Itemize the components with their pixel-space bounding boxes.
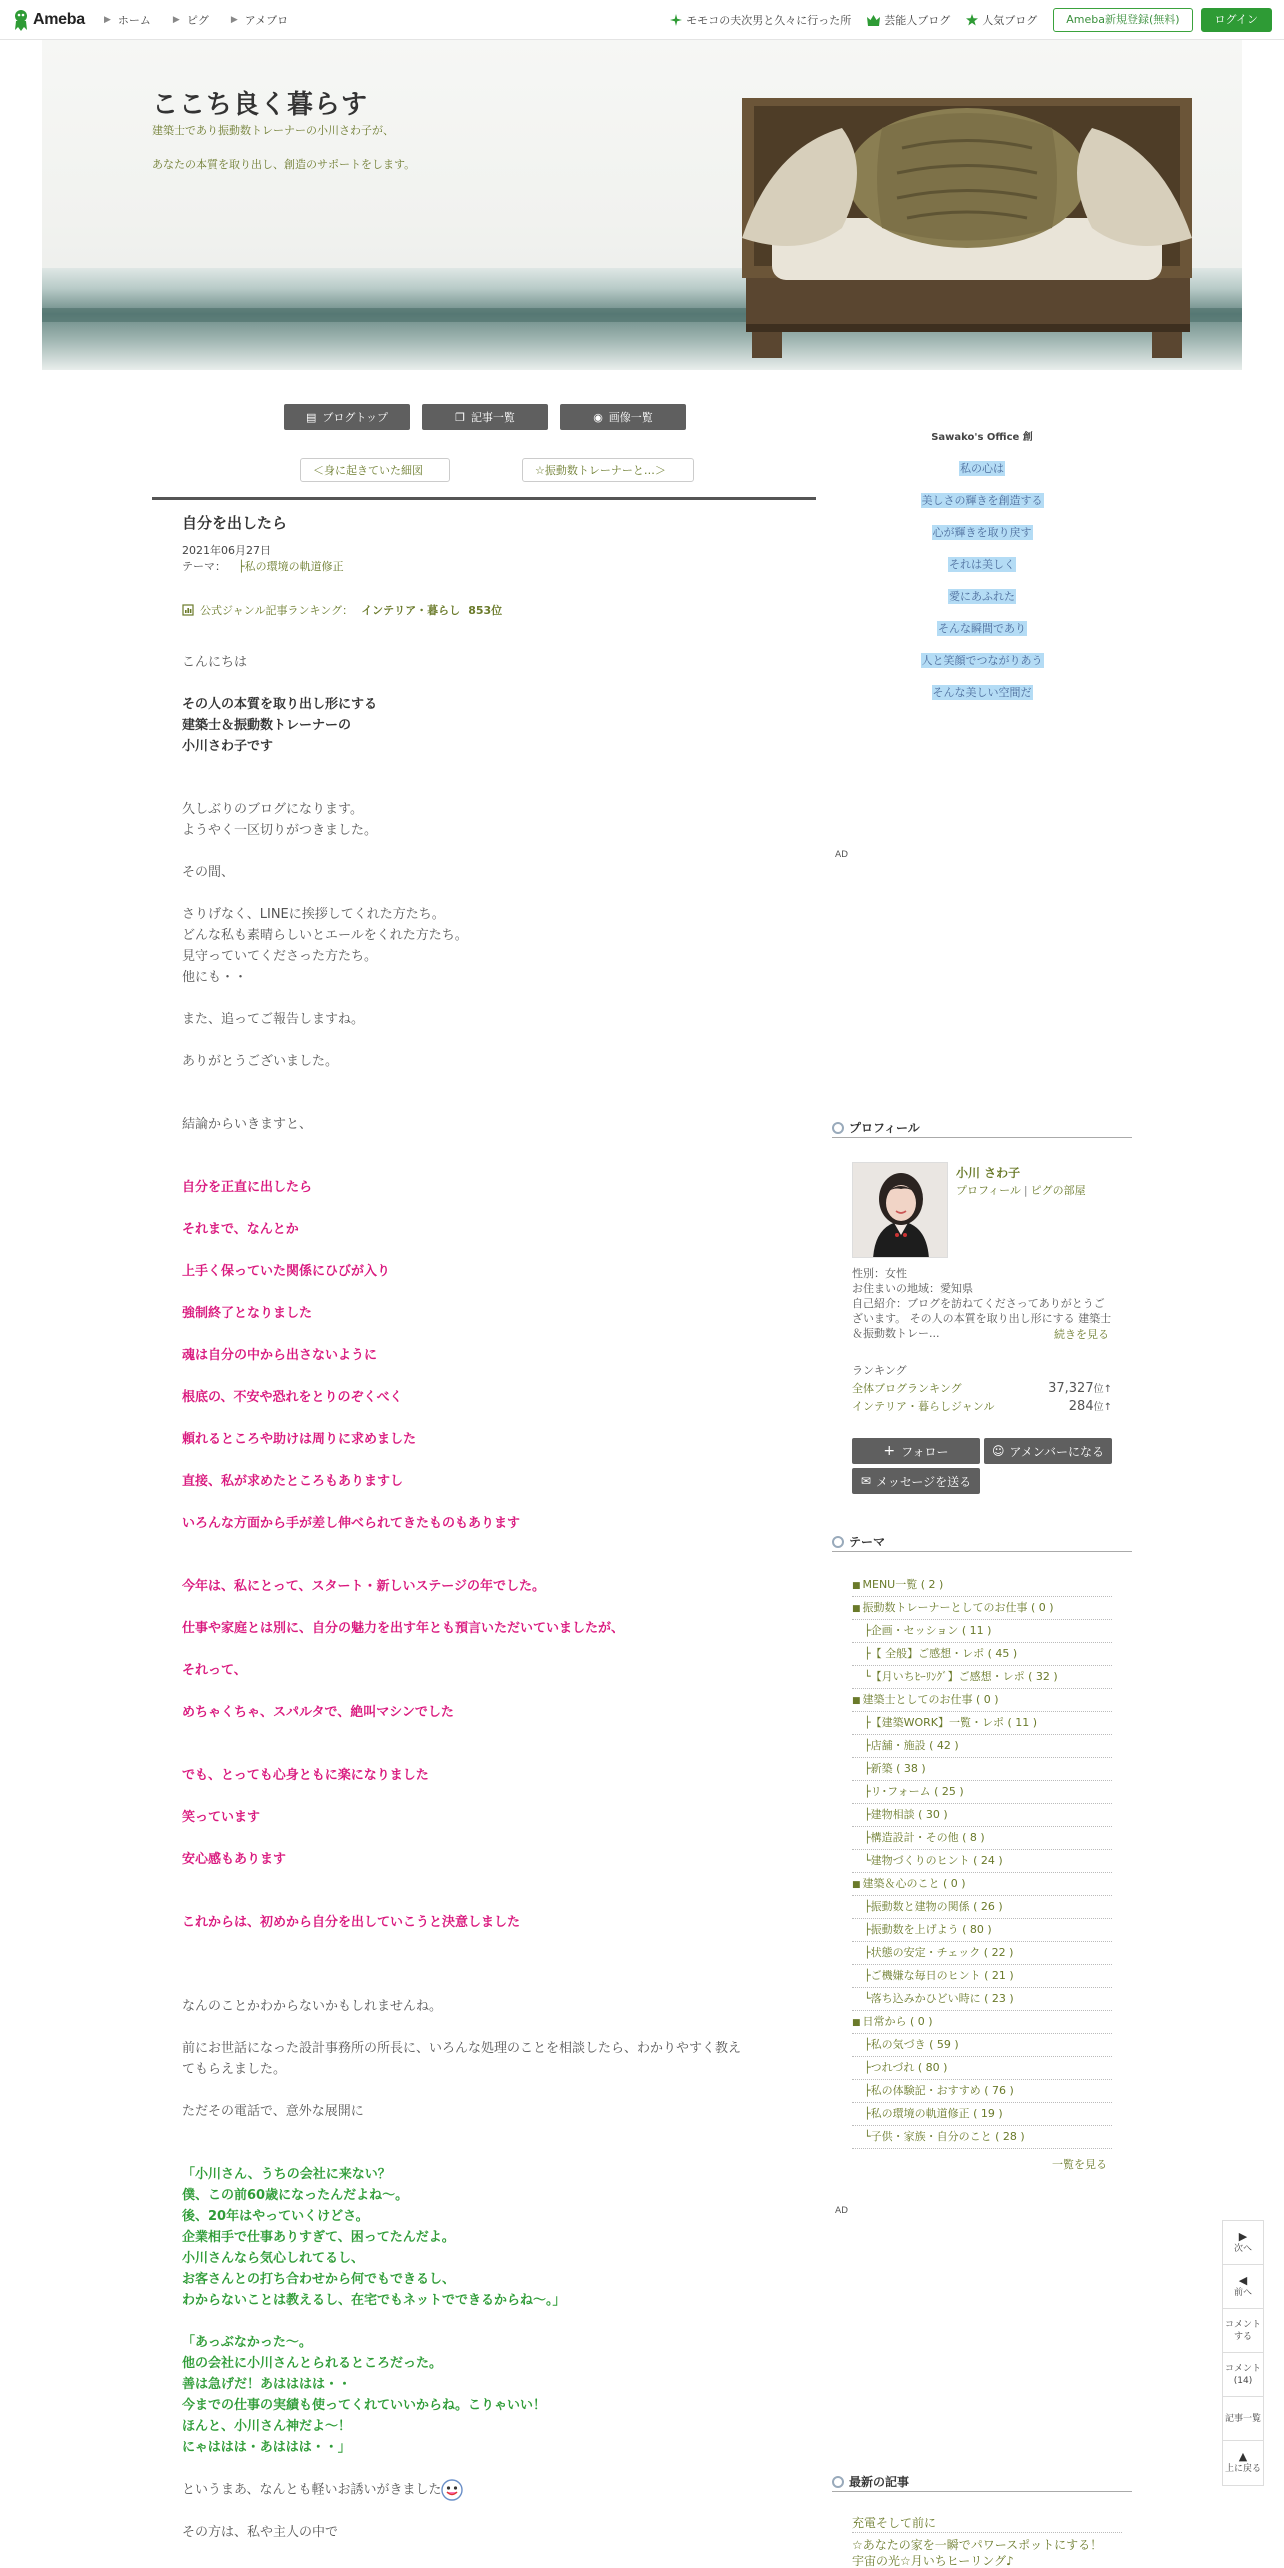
amember-button[interactable] bbox=[984, 1438, 1112, 1464]
theme-item[interactable]: ├つれづれ ( 80 ) bbox=[852, 2057, 1112, 2080]
document-icon: ▤ bbox=[305, 410, 317, 424]
emphasis-text: 上手く保っていた関係にひびが入り bbox=[182, 1264, 391, 1279]
quote-text: 「小川さん、うちの会社に来ない？ bbox=[182, 2167, 391, 2182]
theme-item[interactable]: ■ 建築士としてのお仕事 ( 0 ) bbox=[852, 1689, 1112, 1712]
theme-item[interactable]: ├【建築WORK】一覧・レポ ( 11 ) bbox=[852, 1712, 1112, 1735]
emphasis-text: 根底の、不安や恐れをとりのぞくべく bbox=[182, 1390, 403, 1405]
highlight-span: それは美しく bbox=[949, 558, 1015, 571]
highlight-span: そんな美しい空間だ bbox=[932, 686, 1032, 699]
celebrity-blog-link[interactable] bbox=[867, 12, 950, 28]
highlight-span: 愛にあふれた bbox=[949, 590, 1015, 603]
profile-intro: 自己紹介：ブログを訪ねてくださってありがとうご bbox=[852, 1297, 1105, 1310]
quote-text: 小川さんなら気心しれてるし、 bbox=[182, 2251, 365, 2266]
highlight-span: 心が輝きを取り戻す bbox=[932, 526, 1032, 539]
emphasis-text: それって、 bbox=[182, 1663, 247, 1678]
theme-item[interactable]: ├構造設計・その他 ( 8 ) bbox=[852, 1827, 1112, 1850]
plus-icon: + bbox=[883, 1443, 896, 1459]
theme-see-all-link[interactable]: 一覧を見る bbox=[1052, 2158, 1107, 2171]
ranking-row-genre[interactable] bbox=[852, 1398, 1112, 1414]
quote-text: 今までの仕事の実績も使ってくれていいからね。こりゃいい！ bbox=[182, 2398, 547, 2413]
recent-post-link[interactable]: 宇宙の光☆月いちヒーリング♪ bbox=[852, 2554, 1014, 2568]
logo-text: Ameba bbox=[33, 11, 85, 28]
next-article-link[interactable]: ☆振動数トレーナーと…＞ bbox=[522, 458, 694, 482]
comment-count-label: コメント bbox=[1224, 2363, 1261, 2374]
highlight-text bbox=[880, 684, 1084, 700]
theme-item[interactable]: ├ご機嫌な毎日のヒント ( 21 ) bbox=[852, 1965, 1112, 1988]
ad-label: AD bbox=[835, 850, 849, 860]
emphasis-text: めちゃくちゃ、スパルタで、絶叫マシンでした bbox=[182, 1705, 454, 1720]
popular-blog-link[interactable] bbox=[966, 12, 1037, 28]
chevron-right-icon: ▶ bbox=[104, 15, 111, 25]
body-text: その人の本質を取り出し形にする bbox=[182, 697, 378, 712]
blog-banner[interactable] bbox=[42, 40, 1242, 370]
profile-gender: 性別：女性 bbox=[852, 1267, 907, 1280]
blog-tabs bbox=[284, 404, 698, 430]
tab-image-list[interactable] bbox=[560, 404, 686, 430]
body-text: ただその電話で、意外な展開に bbox=[182, 2104, 364, 2119]
body-text: 見守っていてくださった方たち。 bbox=[182, 949, 378, 964]
global-nav bbox=[104, 0, 310, 40]
body-text: ありがとうございました。 bbox=[182, 1054, 339, 1069]
quote-text: 善は急げだ！あはははは・・ bbox=[182, 2377, 352, 2392]
ad-label: AD bbox=[835, 2206, 849, 2216]
body-text: その間、 bbox=[182, 865, 235, 880]
ameba-mascot-icon bbox=[12, 8, 30, 32]
ranking-all-label: 全体ブログランキング bbox=[852, 1382, 962, 1395]
theme-item[interactable]: ├店舗・施設 ( 42 ) bbox=[852, 1735, 1112, 1758]
body-text: こんにちは bbox=[182, 655, 248, 670]
nav-pigg-label: ピグ bbox=[186, 14, 209, 27]
theme-item[interactable]: ├【 全般】ご感想・レポ ( 45 ) bbox=[852, 1643, 1112, 1666]
nav-ameblo-label: アメブロ bbox=[244, 14, 289, 27]
office-name: Sawako's Office 創 bbox=[931, 432, 1033, 443]
theme-list bbox=[852, 1574, 1112, 2149]
profile-link[interactable]: プロフィール bbox=[956, 1184, 1021, 1197]
recent-post-link[interactable]: ☆あなたの家を一瞬でパワースポットにする！ bbox=[852, 2538, 1103, 2552]
theme-item[interactable]: └建物づくりのヒント ( 24 ) bbox=[852, 1850, 1112, 1873]
quote-text: 僕、この前60歳になったんだよね～。 bbox=[182, 2188, 409, 2203]
body-text: さりげなく、LINEに挨拶してくれた方たち。 bbox=[182, 907, 445, 922]
heading-bullet-icon bbox=[832, 2476, 844, 2488]
blog-description-line2: あなたの本質を取り出し、創造のサポートをします。 bbox=[152, 158, 416, 171]
message-button[interactable] bbox=[852, 1468, 980, 1494]
profile-links bbox=[956, 1182, 1086, 1198]
pigg-room-link[interactable]: ピグの部屋 bbox=[1030, 1184, 1086, 1197]
theme-item[interactable]: └子供・家族・自分のこと ( 28 ) bbox=[852, 2126, 1112, 2149]
follow-button[interactable] bbox=[852, 1438, 980, 1464]
celebrity-blog-label: 芸能人ブログ bbox=[884, 14, 951, 27]
body-text: どんな私も素晴らしいとエールをくれた方たち。 bbox=[182, 928, 468, 943]
tab-image-list-label: 画像一覧 bbox=[608, 411, 653, 424]
recent-posts-heading-label: 最新の記事 bbox=[849, 2475, 910, 2489]
ranking-all-value bbox=[1048, 1380, 1112, 1396]
amember-button-label: アメンバーになる bbox=[1009, 1444, 1104, 1459]
theme-item[interactable]: ■ 振動数トレーナーとしてのお仕事 ( 0 ) bbox=[852, 1597, 1112, 1620]
back-to-top-label: 上に戻る bbox=[1224, 2464, 1261, 2474]
profile-intro: ざいます。 その人の本質を取り出し形にする 建築士 bbox=[852, 1312, 1112, 1325]
prev-article-link[interactable]: ＜身に起きていた細図 bbox=[300, 458, 450, 482]
emphasis-text: でも、とっても心身ともに楽になりました bbox=[182, 1768, 429, 1783]
login-button[interactable]: ログイン bbox=[1201, 8, 1272, 32]
nav-ameblo[interactable] bbox=[231, 12, 288, 28]
nav-home-label: ホーム bbox=[117, 14, 151, 27]
nav-home[interactable] bbox=[104, 12, 151, 28]
copy-icon: ❐ bbox=[455, 410, 465, 424]
theme-item[interactable]: ├企画・セッション ( 11 ) bbox=[852, 1620, 1112, 1643]
up-arrow-icon: ↑ bbox=[1103, 1402, 1112, 1413]
quote-text: 後、20年はやっていくけどさ。 bbox=[182, 2209, 369, 2224]
theme-item[interactable]: ■ 建築＆心のこと ( 0 ) bbox=[852, 1873, 1112, 1896]
ranking-genre-label: インテリア・暮らしジャンル bbox=[852, 1400, 995, 1413]
chevron-right-icon: ▶ bbox=[230, 15, 238, 25]
quote-text: 他の会社に小川さんとられるところだった。 bbox=[182, 2356, 443, 2371]
emphasis-text: それまで、なんとか bbox=[182, 1222, 299, 1237]
body-text: 建築士＆振動数トレーナーの bbox=[182, 718, 352, 733]
ranking-genre-value bbox=[1069, 1398, 1112, 1414]
emphasis-text: 強制終了となりました bbox=[182, 1306, 313, 1321]
emphasis-text: 頼れるところや助けは周りに求めました bbox=[182, 1432, 417, 1447]
next-label: 次へ bbox=[1233, 2243, 1252, 2254]
blog-title[interactable]: ここち良く暮らす bbox=[152, 90, 369, 120]
theme-item[interactable]: ├私の気づき ( 59 ) bbox=[852, 2034, 1112, 2057]
highlight-text bbox=[880, 588, 1084, 604]
camera-icon: ◉ bbox=[593, 410, 603, 424]
triangle-up-icon: ▲ bbox=[1238, 2450, 1248, 2463]
highlight-span: 美しさの輝きを創造する bbox=[921, 494, 1043, 507]
recent-posts-heading bbox=[832, 2472, 1132, 2492]
blog-description-line1: 建築士であり振動数トレーナーの小川さわ子が、 bbox=[152, 124, 394, 137]
body-text: てもらえました。 bbox=[182, 2062, 287, 2077]
body-text-inline: というまあ、なんとも軽いお誘いがきました bbox=[182, 2482, 442, 2498]
ranking-unit: 位 bbox=[1093, 1402, 1104, 1413]
emphasis-text: いろんな方面から手が差し伸べられてきたものもあります bbox=[182, 1516, 521, 1531]
smiley-emoji-icon bbox=[441, 2479, 463, 2501]
quote-text: 「あっぶなかった～。 bbox=[182, 2335, 312, 2350]
ranking-value: 853位 bbox=[468, 604, 503, 617]
body-text: 結論からいきますと、 bbox=[182, 1117, 313, 1132]
ranking-number: 37,327 bbox=[1048, 1381, 1094, 1396]
profile-read-more-link[interactable]: 続きを見る bbox=[1054, 1328, 1109, 1341]
tab-article-list[interactable] bbox=[422, 404, 548, 430]
crown-icon bbox=[867, 15, 880, 26]
highlight-text bbox=[880, 460, 1084, 476]
theme-item[interactable]: ├私の体験記・おすすめ ( 76 ) bbox=[852, 2080, 1112, 2103]
nav-pigg[interactable] bbox=[173, 12, 209, 28]
body-text: その方は、私や主人の中で bbox=[182, 2525, 339, 2540]
highlight-text bbox=[880, 556, 1084, 572]
ranking-genre: インテリア・暮らし bbox=[361, 604, 461, 617]
article-list-label: 記事一覧 bbox=[1224, 2413, 1261, 2424]
theme-item[interactable]: ├振動数を上げよう ( 80 ) bbox=[852, 1919, 1112, 1942]
body-text: また、追ってご報告しますね。 bbox=[182, 1012, 365, 1027]
emphasis-text: 仕事や家庭とは別に、自分の魅力を出す年とも預言いただいていましたが、 bbox=[182, 1621, 625, 1636]
article-title[interactable]: 自分を出したら bbox=[182, 514, 288, 532]
article-list-button[interactable] bbox=[1223, 2397, 1263, 2441]
tab-blog-top[interactable] bbox=[284, 404, 410, 430]
article-theme-link[interactable]: ├私の環境の軌道修正 bbox=[238, 560, 344, 573]
heading-bullet-icon bbox=[832, 1122, 844, 1134]
up-arrow-icon: ↑ bbox=[1103, 1384, 1112, 1395]
tab-article-list-label: 記事一覧 bbox=[470, 411, 515, 424]
back-to-top-button[interactable] bbox=[1223, 2441, 1263, 2485]
article-date: 2021年06月27日 bbox=[182, 544, 271, 557]
triangle-right-icon: ▶ bbox=[1238, 2229, 1248, 2243]
ranking-label: 公式ジャンル記事ランキング： bbox=[200, 604, 354, 617]
emphasis-text: これからは、初めから自分を出していこうと決意しました bbox=[182, 1915, 521, 1930]
highlight-text bbox=[880, 620, 1084, 636]
avatar[interactable] bbox=[852, 1162, 948, 1258]
ranking-unit: 位 bbox=[1093, 1384, 1104, 1395]
star-icon bbox=[966, 14, 978, 26]
highlight-span: 人と笑顔でつながりあう bbox=[921, 654, 1043, 667]
prev-label: 前へ bbox=[1233, 2287, 1252, 2298]
emphasis-text: 魂は自分の中から出さないように bbox=[182, 1348, 378, 1363]
profile-heading-label: プロフィール bbox=[849, 1121, 920, 1135]
quote-text: 企業相手で仕事ありすぎて、困ってたんだよ。 bbox=[182, 2230, 455, 2245]
amember-icon: ☺ bbox=[992, 1444, 1005, 1458]
profile-photo bbox=[853, 1163, 948, 1258]
comment-count-value: (14) bbox=[1233, 2375, 1253, 2386]
recent-post-link[interactable]: 充電そして前に bbox=[852, 2514, 1122, 2533]
register-button[interactable]: Ameba新規登録(無料) bbox=[1053, 8, 1192, 32]
profile-heading bbox=[832, 1118, 1132, 1138]
comment-button[interactable] bbox=[1223, 2309, 1263, 2353]
prev-button[interactable] bbox=[1223, 2265, 1263, 2309]
theme-heading-label: テーマ bbox=[849, 1535, 886, 1549]
body-text: なんのことかわからないかもしれませんね。 bbox=[182, 1999, 443, 2014]
heading-bullet-icon bbox=[832, 1536, 844, 1548]
link-separator: | bbox=[1023, 1184, 1028, 1197]
quote-text: わからないことは教えるし、在宅でもネットでできるからね～。」 bbox=[182, 2293, 566, 2308]
article-ranking[interactable] bbox=[182, 602, 502, 618]
trend-link-label: モモコの夫次男と久々に行った所 bbox=[686, 14, 852, 27]
highlight-span: 私の心は bbox=[960, 462, 1004, 475]
profile-area: お住まいの地域：愛知県 bbox=[852, 1282, 973, 1295]
floating-nav bbox=[1222, 2220, 1264, 2486]
comment-label: する bbox=[1233, 2331, 1252, 2342]
theme-item[interactable]: ├状態の安定・チェック ( 22 ) bbox=[852, 1942, 1112, 1965]
profile-intro: ＆振動数トレー... bbox=[852, 1327, 940, 1340]
highlight-text bbox=[880, 492, 1084, 508]
quote-text: にゃははは・あははは・・」 bbox=[182, 2440, 351, 2455]
sparkle-icon bbox=[670, 14, 682, 26]
article-body bbox=[182, 652, 792, 2543]
theme-item[interactable]: ├リ･フォーム ( 25 ) bbox=[852, 1781, 1112, 1804]
emphasis-text: 自分を正直に出したら bbox=[182, 1180, 313, 1195]
theme-item[interactable]: ├新築 ( 38 ) bbox=[852, 1758, 1112, 1781]
theme-item[interactable]: └【月いちﾋｰﾘﾝｸﾞ】ご感想・レポ ( 32 ) bbox=[852, 1666, 1112, 1689]
body-text: 前にお世話になった設計事務所の所長に、いろんな処理のことを相談したら、わかりやすく教え bbox=[182, 2041, 742, 2056]
article-pager bbox=[300, 458, 694, 482]
chevron-right-icon: ▶ bbox=[172, 15, 180, 25]
global-header bbox=[0, 0, 1284, 40]
next-button[interactable] bbox=[1223, 2221, 1263, 2265]
ameba-logo[interactable] bbox=[12, 7, 85, 33]
body-text: 久しぶりのブログになります。 bbox=[182, 802, 363, 817]
profile-name[interactable]: 小川 さわ子 bbox=[956, 1166, 1021, 1180]
follow-button-label: フォロー bbox=[901, 1444, 949, 1459]
body-text bbox=[182, 2479, 792, 2501]
theme-item[interactable]: ■ 日常から ( 0 ) bbox=[852, 2011, 1112, 2034]
emphasis-text: 今年は、私にとって、スタート・新しいステージの年でした。 bbox=[182, 1579, 545, 1594]
highlight-text bbox=[880, 524, 1084, 540]
theme-item[interactable]: ├建物相談 ( 30 ) bbox=[852, 1804, 1112, 1827]
highlight-span: そんな瞬間であり bbox=[938, 622, 1026, 635]
body-text: 他にも・・ bbox=[182, 970, 248, 985]
body-text: 小川さわ子です bbox=[182, 739, 274, 754]
theme-item[interactable]: ├振動数と建物の関係 ( 26 ) bbox=[852, 1896, 1112, 1919]
quote-text: お客さんとの打ち合わせから何でもできるし、 bbox=[182, 2272, 456, 2287]
trend-link[interactable] bbox=[670, 12, 851, 28]
highlight-text bbox=[880, 652, 1084, 668]
comment-label: コメント bbox=[1224, 2319, 1261, 2330]
body-text: ようやく一区切りがつきました。 bbox=[182, 823, 378, 838]
article-theme bbox=[182, 558, 344, 574]
emphasis-text: 直接、私が求めたところもありますし bbox=[182, 1474, 404, 1489]
ranking-number: 284 bbox=[1068, 1399, 1094, 1414]
ranking-row-all[interactable] bbox=[852, 1380, 1112, 1396]
theme-item[interactable]: ■ MENU一覧 ( 2 ) bbox=[852, 1574, 1112, 1597]
quote-text: ほんと、小川さん神だよ～！ bbox=[182, 2419, 352, 2434]
comment-count-button[interactable] bbox=[1223, 2353, 1263, 2397]
theme-heading bbox=[832, 1532, 1132, 1552]
theme-item[interactable]: └落ち込みかひどい時に ( 23 ) bbox=[852, 1988, 1112, 2011]
sofa-image bbox=[732, 88, 1202, 358]
tab-blog-top-label: ブログトップ bbox=[322, 411, 389, 424]
emphasis-text: 笑っています bbox=[182, 1810, 261, 1825]
article-theme-label: テーマ： bbox=[182, 560, 226, 573]
ranking-heading: ランキング bbox=[852, 1364, 907, 1377]
emphasis-text: 安心感もあります bbox=[182, 1852, 287, 1867]
mail-icon: ✉ bbox=[860, 1474, 871, 1488]
message-button-label: メッセージを送る bbox=[875, 1474, 972, 1489]
triangle-left-icon: ◀ bbox=[1238, 2273, 1248, 2287]
header-right bbox=[670, 0, 1272, 40]
ranking-icon bbox=[182, 604, 194, 616]
article-divider bbox=[152, 497, 816, 500]
popular-blog-label: 人気ブログ bbox=[982, 14, 1038, 27]
theme-item[interactable]: ├私の環境の軌道修正 ( 19 ) bbox=[852, 2103, 1112, 2126]
